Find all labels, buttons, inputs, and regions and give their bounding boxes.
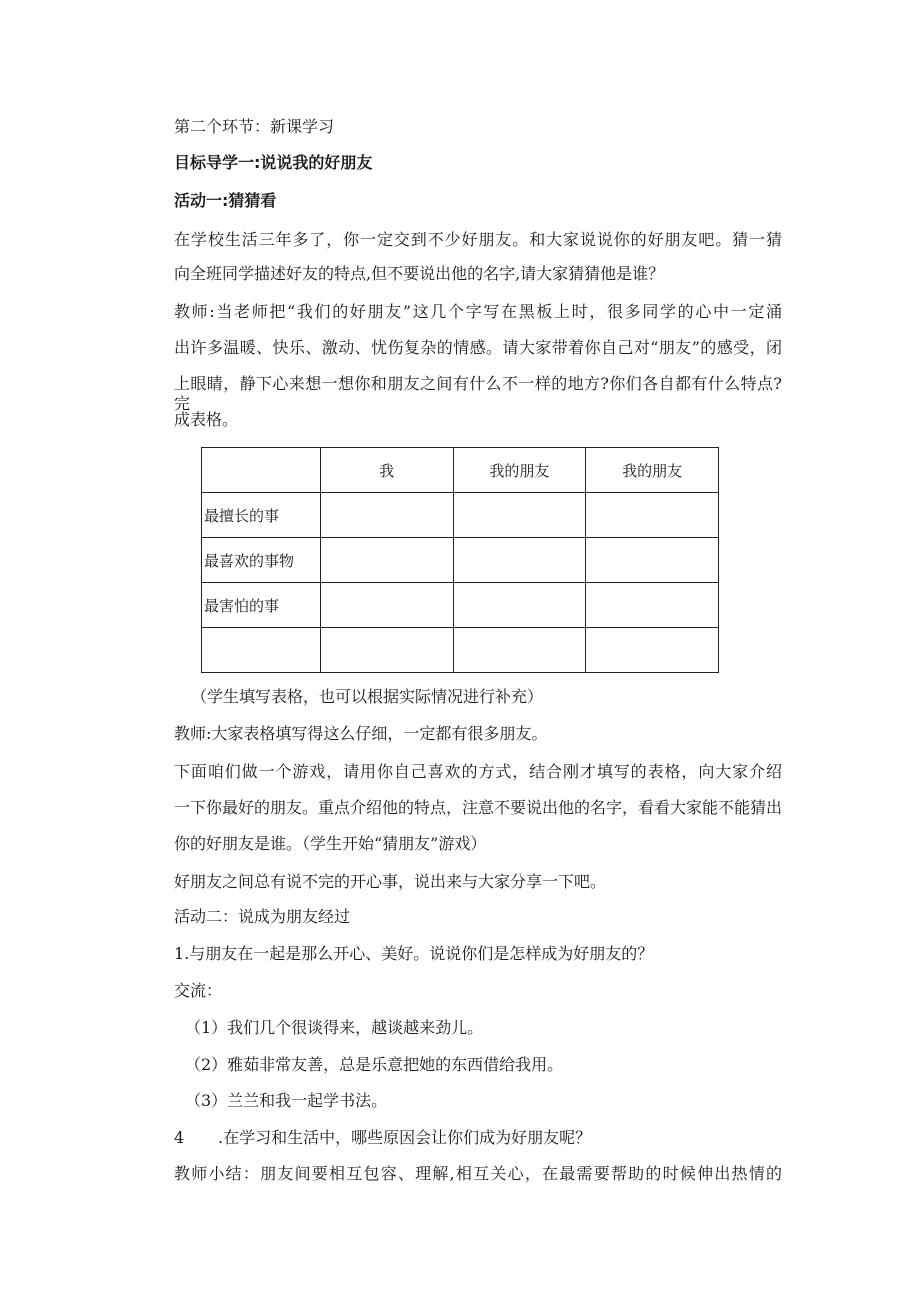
table-cell <box>453 628 586 673</box>
answer-3: （3）兰兰和我一起学书法。 <box>185 1091 388 1110</box>
paragraph-1-line-2: 向全班同学描述好友的特点,但不要说出他的名字,请大家猜猜他是谁？ <box>174 264 665 283</box>
table-cell <box>320 493 453 538</box>
table-row <box>202 493 719 538</box>
table-row-label: 最喜欢的事物 <box>202 538 321 583</box>
table-cell <box>453 538 586 583</box>
table-cell <box>453 493 586 538</box>
paragraph-4-line-1: 下面咱们做一个游戏，请用你自己喜欢的方式，结合刚才填写的表格，向大家介绍 <box>174 762 782 781</box>
table-note: （学生填写表格，也可以根据实际情况进行补充） <box>191 687 544 706</box>
table-header-cell: 我 <box>320 448 453 493</box>
paragraph-2-line-1: 教师:当老师把“我们的好朋友”这几个字写在黑板上时，很多同学的心中一定涌 <box>174 302 782 321</box>
teacher-summary: 教师小结：朋友间要相互包容、理解,相互关心，在最需要帮助的时候伸出热情的 <box>174 1164 782 1183</box>
table-cell <box>320 538 453 583</box>
table-row <box>202 583 719 628</box>
table-header-cell: 我的朋友 <box>586 448 719 493</box>
table-cell <box>453 583 586 628</box>
paragraph-1-line-1: 在学校生活三年多了，你一定交到不少好朋友。和大家说说你的好朋友吧。猜一猜 <box>174 230 782 249</box>
paragraph-4-line-2: 一下你最好的朋友。重点介绍他的特点，注意不要说出他的名字，看看大家能不能猜出 <box>174 798 783 817</box>
paragraph-4-line-3: 你的好朋友是谁。（学生开始“猜朋友”游戏） <box>174 834 487 853</box>
section-title: 第二个环节：新课学习 <box>174 117 335 136</box>
goal-title: 目标导学一:说说我的好朋友 <box>174 153 373 172</box>
table-row <box>202 538 719 583</box>
paragraph-5: 好朋友之间总有说不完的开心事，说出来与大家分享一下吧。 <box>174 872 607 891</box>
answer-2: （2）雅茹非常友善，总是乐意把她的东西借给我用。 <box>185 1055 564 1074</box>
paragraph-3: 教师:大家表格填写得这么仔细，一定都有很多朋友。 <box>174 724 548 743</box>
paragraph-2-line-2: 出许多温暖、快乐、激动、忧伤复杂的情感。请大家带着你自己对“朋友”的感受，闭 <box>174 338 782 357</box>
question-2-text: .在学习和生活中，哪些原因会让你们成为好朋友呢？ <box>218 1128 592 1147</box>
activity1-title: 活动一:猜猜看 <box>174 191 277 210</box>
table-cell <box>586 583 719 628</box>
table-row <box>202 628 719 673</box>
table-row-label: 最擅长的事 <box>202 493 321 538</box>
question-2-number: 4 <box>174 1128 185 1147</box>
table-row-label <box>202 628 321 673</box>
table-header-cell: 我的朋友 <box>453 448 586 493</box>
table-cell <box>586 493 719 538</box>
question-1: 1.与朋友在一起是那么开心、美好。说说你们是怎样成为好朋友的？ <box>174 944 654 963</box>
activity2-title: 活动二：说成为朋友经过 <box>174 907 351 926</box>
exchange-label: 交流： <box>174 981 223 1000</box>
friend-table <box>201 447 719 673</box>
table-row-label: 最害怕的事 <box>202 583 321 628</box>
paragraph-2-line-4: 成表格。 <box>174 410 239 429</box>
table-cell <box>320 583 453 628</box>
table-header-row <box>202 448 719 493</box>
table-cell <box>320 628 453 673</box>
table-cell <box>586 538 719 583</box>
answer-1: （1）我们几个很谈得来，越谈越来劲儿。 <box>185 1018 484 1037</box>
table-cell <box>586 628 719 673</box>
table-header-cell <box>202 448 321 493</box>
paragraph-2-line-3: 上眼睛，静下心来想一想你和朋友之间有什么不一样的地方?你们各自都有什么特点?完 <box>174 374 782 413</box>
